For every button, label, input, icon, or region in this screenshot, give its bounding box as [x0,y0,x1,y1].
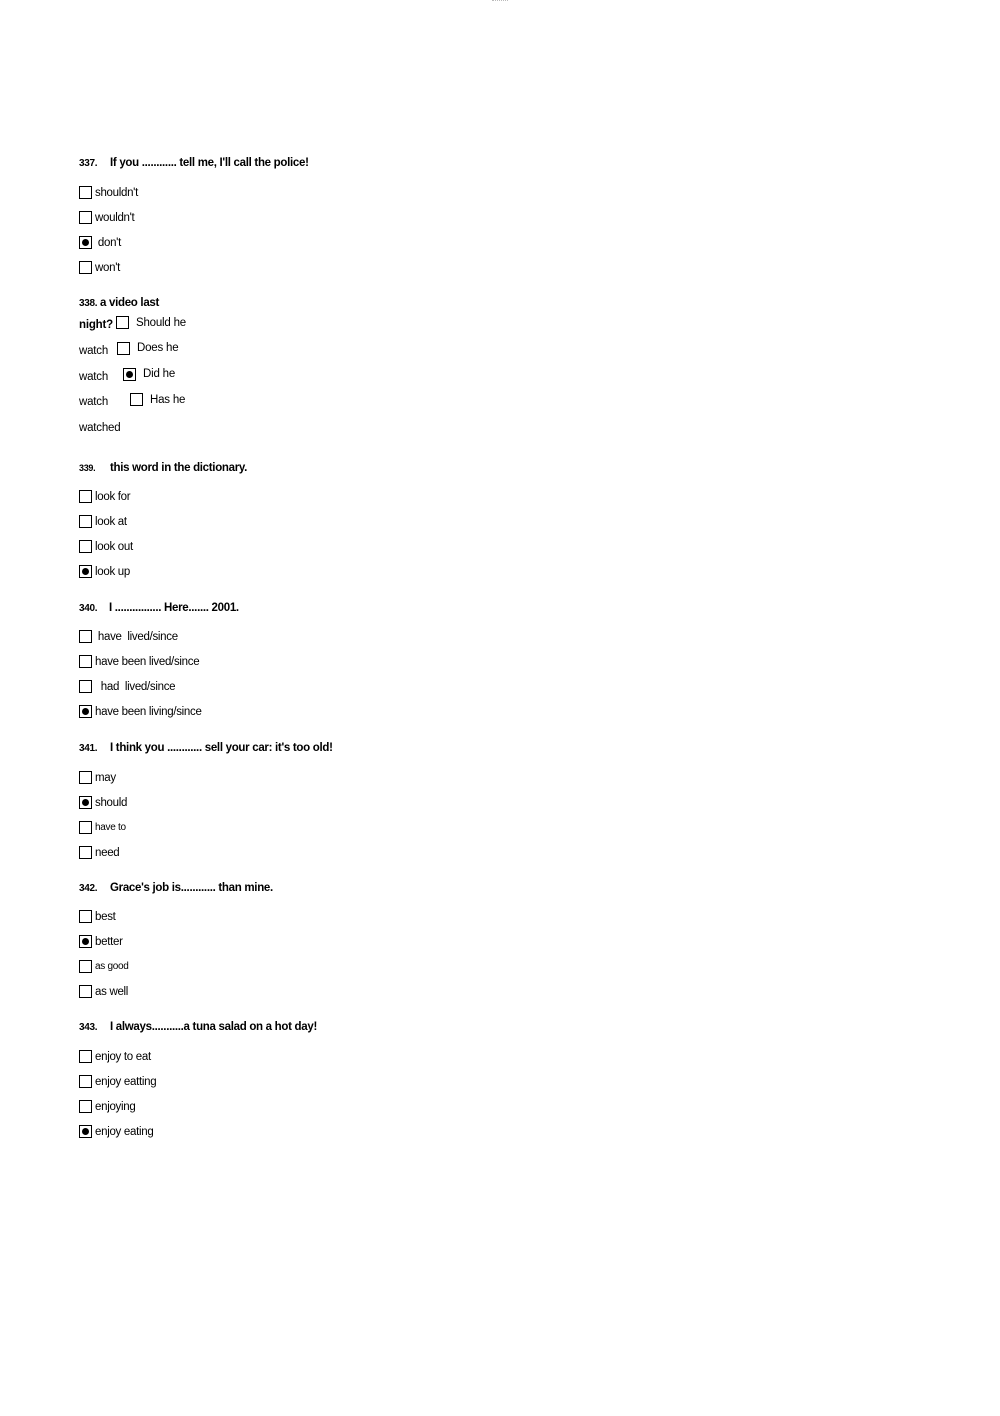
checkbox[interactable] [123,368,136,381]
option-label: should [95,796,128,809]
question-number: 338. [79,298,98,309]
question-number: 337. [79,158,98,169]
question-number: 339. [79,463,96,473]
option-label: enjoying [95,1100,136,1113]
option-label: have been living/since [95,705,202,718]
checkbox[interactable] [79,705,92,718]
answer-option[interactable] [79,1044,779,1069]
checkbox[interactable] [79,680,92,693]
answer-option[interactable] [79,699,779,724]
option-label: as well [95,985,129,998]
option-label: enjoy to eat [95,1050,151,1063]
question-338 [79,294,479,448]
checkbox[interactable] [130,393,143,406]
answer-option[interactable] [79,954,779,979]
option-label: as good [95,961,129,972]
question-title [79,1018,779,1036]
question-337 [79,154,779,280]
answer-option[interactable] [116,316,186,329]
question-number: 342. [79,883,98,894]
option-label: enjoy eatting [95,1075,157,1088]
checkbox[interactable] [79,821,92,834]
question-text-continuation: watch [79,370,109,383]
page-header-mark [492,0,508,3]
answer-option[interactable] [79,205,779,230]
option-label: best [95,910,116,923]
answer-option[interactable] [79,979,779,1004]
answer-option[interactable] [79,255,779,280]
answer-option[interactable] [79,1094,779,1119]
question-title [79,879,779,897]
checkbox[interactable] [79,515,92,528]
option-label: don't [95,236,121,249]
option-label: have to [95,822,126,833]
checkbox[interactable] [79,186,92,199]
option-label: wouldn't [95,211,135,224]
answer-option[interactable] [123,368,175,381]
question-text: I think you ............ sell your car: it's too old! [110,742,333,754]
question-title [79,294,479,312]
question-343 [79,1018,779,1144]
question-341 [79,739,779,865]
question-number: 340. [79,603,98,614]
question-338-row [79,393,479,422]
option-label: look at [95,515,127,528]
option-label: have lived/since [95,630,178,643]
checkbox[interactable] [79,236,92,249]
option-label: Does he [137,342,179,355]
answer-option[interactable] [79,674,779,699]
question-title [79,154,779,172]
option-label: have been lived/since [95,655,200,668]
option-label: had lived/since [95,680,176,693]
answer-option[interactable] [130,393,185,406]
option-label: look for [95,490,131,503]
checkbox[interactable] [79,960,92,973]
answer-option[interactable] [79,509,779,534]
checkbox[interactable] [79,1125,92,1138]
question-text: I ................ Here....... 2001. [109,602,239,614]
checkbox[interactable] [79,796,92,809]
question-339 [79,459,779,584]
question-340 [79,599,779,724]
answer-option[interactable] [79,815,779,840]
question-text: this word in the dictionary. [110,462,248,474]
question-text-continuation: night? [79,319,113,331]
question-338-row [79,422,479,448]
answer-option[interactable] [79,559,779,584]
question-text-continuation: watched [79,422,121,435]
option-label: won't [95,261,120,274]
question-text: I always...........a tuna salad on a hot day! [110,1021,317,1033]
answer-option[interactable] [79,1119,779,1144]
checkbox[interactable] [79,261,92,274]
option-label: look up [95,565,130,578]
question-text: a video last [100,297,160,309]
answer-option[interactable] [79,624,779,649]
answer-option[interactable] [79,484,779,509]
checkbox[interactable] [79,540,92,553]
checkbox[interactable] [79,655,92,668]
checkbox[interactable] [79,985,92,998]
option-label: look out [95,540,133,553]
checkbox[interactable] [79,935,92,948]
option-label: shouldn't [95,186,138,199]
answer-option[interactable] [79,904,779,929]
question-text-continuation: watch [79,344,109,357]
answer-option[interactable] [117,342,178,355]
question-title [79,599,779,617]
question-number: 341. [79,743,98,754]
checkbox[interactable] [79,1075,92,1088]
answer-option[interactable] [79,534,779,559]
checkbox[interactable] [79,630,92,643]
option-label: enjoy eating [95,1125,154,1138]
checkbox[interactable] [79,490,92,503]
answer-option[interactable] [79,790,779,815]
question-342 [79,879,779,1004]
question-title [79,459,779,477]
checkbox[interactable] [79,1050,92,1063]
checkbox[interactable] [79,211,92,224]
answer-option[interactable] [79,765,779,790]
answer-option[interactable] [79,840,779,865]
question-number: 343. [79,1022,98,1033]
checkbox[interactable] [117,342,130,355]
option-label: Should he [136,316,186,329]
answer-option[interactable] [79,230,779,255]
checkbox[interactable] [79,1100,92,1113]
option-label: Did he [143,368,176,381]
answer-option[interactable] [79,649,779,674]
checkbox[interactable] [79,846,92,859]
question-text: If you ............ tell me, I'll call the police! [110,157,309,169]
option-label: may [95,771,116,784]
question-title [79,739,779,757]
option-label: Has he [150,393,186,406]
checkbox[interactable] [79,565,92,578]
question-text-continuation: watch [79,396,109,409]
answer-option[interactable] [79,1069,779,1094]
answer-option[interactable] [79,929,779,954]
option-label: better [95,935,123,948]
answer-option[interactable] [79,180,779,205]
checkbox[interactable] [116,316,129,329]
question-text: Grace's job is............ than mine. [110,882,273,894]
checkbox[interactable] [79,910,92,923]
option-label: need [95,846,120,859]
checkbox[interactable] [79,771,92,784]
